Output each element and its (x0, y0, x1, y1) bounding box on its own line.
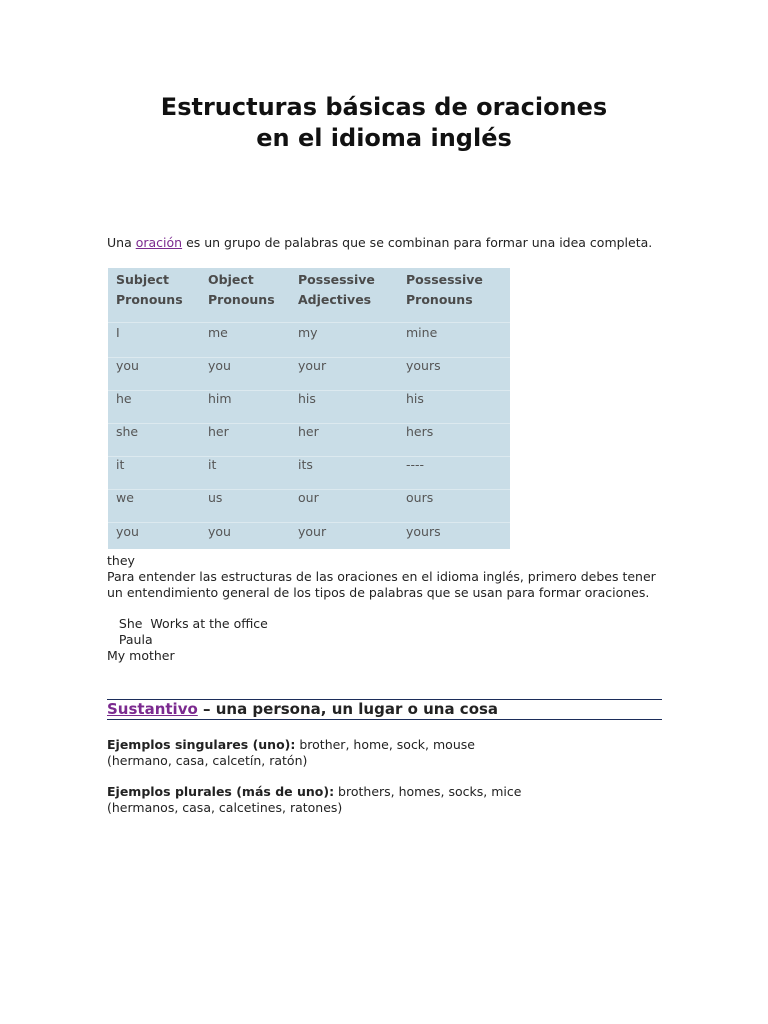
table-cell: her (298, 424, 319, 439)
table-cell: we (116, 490, 134, 505)
header-text: Pronouns (406, 292, 473, 307)
header-subject-pronouns (116, 270, 183, 310)
paragraph-line-1: Para entender las estructuras de las oraciones en el idioma inglés, primero debes tener (107, 569, 656, 584)
table-cell: yours (406, 524, 441, 539)
example-line-1: She Works at the office (107, 616, 268, 631)
paragraph-line-2: un entendimiento general de los tipos de palabras que se usan para formar oraciones. (107, 585, 650, 600)
oracion-link[interactable]: oración (135, 235, 183, 250)
table-cell: ---- (406, 457, 425, 472)
plural-examples (107, 784, 521, 800)
example-line-3: My mother (107, 648, 175, 663)
plural-words: brothers, homes, socks, mice (334, 784, 522, 799)
plural-translation: (hermanos, casa, calcetines, ratones) (107, 800, 343, 815)
table-row (108, 524, 510, 548)
table-cell: he (116, 391, 132, 406)
table-cell: its (298, 457, 313, 472)
header-text: Pronouns (116, 292, 183, 307)
table-row (108, 325, 510, 358)
page-title (0, 92, 768, 154)
table-cell: your (298, 358, 327, 373)
singular-words: brother, home, sock, mouse (295, 737, 475, 752)
intro-after: es un grupo de palabras que se combinan para formar una idea completa. (182, 235, 653, 250)
table-cell: you (116, 358, 139, 373)
singular-translation: (hermano, casa, calcetín, ratón) (107, 753, 308, 768)
section-bottom-divider (107, 719, 662, 720)
table-cell: ours (406, 490, 434, 505)
table-cell: you (208, 524, 231, 539)
singular-label: Ejemplos singulares (uno): (107, 737, 296, 752)
table-cell: your (298, 524, 327, 539)
table-cell: my (298, 325, 318, 340)
table-cell: mine (406, 325, 438, 340)
intro-before: Una (107, 235, 136, 250)
table-cell: his (406, 391, 424, 406)
table-header-row (108, 270, 510, 323)
header-text: Possessive (298, 272, 375, 287)
table-cell: you (208, 358, 231, 373)
table-row (108, 490, 510, 523)
header-text: Object (208, 272, 254, 287)
they-text: they (107, 553, 135, 568)
table-cell: her (208, 424, 229, 439)
header-text: Subject (116, 272, 169, 287)
table-cell: me (208, 325, 228, 340)
header-possessive-adjectives (298, 270, 375, 310)
table-cell: him (208, 391, 232, 406)
singular-examples (107, 737, 475, 753)
table-cell: I (116, 325, 120, 340)
table-cell: his (298, 391, 316, 406)
intro-paragraph (107, 235, 652, 250)
section-heading-rest: – una persona, un lugar o una cosa (197, 700, 499, 718)
table-row (108, 424, 510, 457)
title-line-1: Estructuras básicas de oraciones (160, 93, 608, 121)
table-cell: our (298, 490, 319, 505)
header-text: Pronouns (208, 292, 275, 307)
table-cell: it (116, 457, 125, 472)
table-cell: hers (406, 424, 434, 439)
table-cell: it (208, 457, 217, 472)
title-line-2: en el idioma inglés (256, 124, 512, 152)
plural-label: Ejemplos plurales (más de uno): (107, 784, 335, 799)
sustantivo-link[interactable]: Sustantivo (107, 700, 198, 718)
header-text: Adjectives (298, 292, 372, 307)
header-text: Possessive (406, 272, 483, 287)
table-row (108, 391, 510, 424)
table-cell: us (208, 490, 223, 505)
example-line-2: Paula (107, 632, 153, 647)
table-cell: she (116, 424, 139, 439)
table-cell: yours (406, 358, 441, 373)
section-heading (107, 700, 498, 718)
pronouns-table-image (108, 268, 510, 549)
table-row (108, 358, 510, 391)
table-row (108, 457, 510, 490)
header-object-pronouns (208, 270, 275, 310)
table-cell: you (116, 524, 139, 539)
header-possessive-pronouns (406, 270, 483, 310)
